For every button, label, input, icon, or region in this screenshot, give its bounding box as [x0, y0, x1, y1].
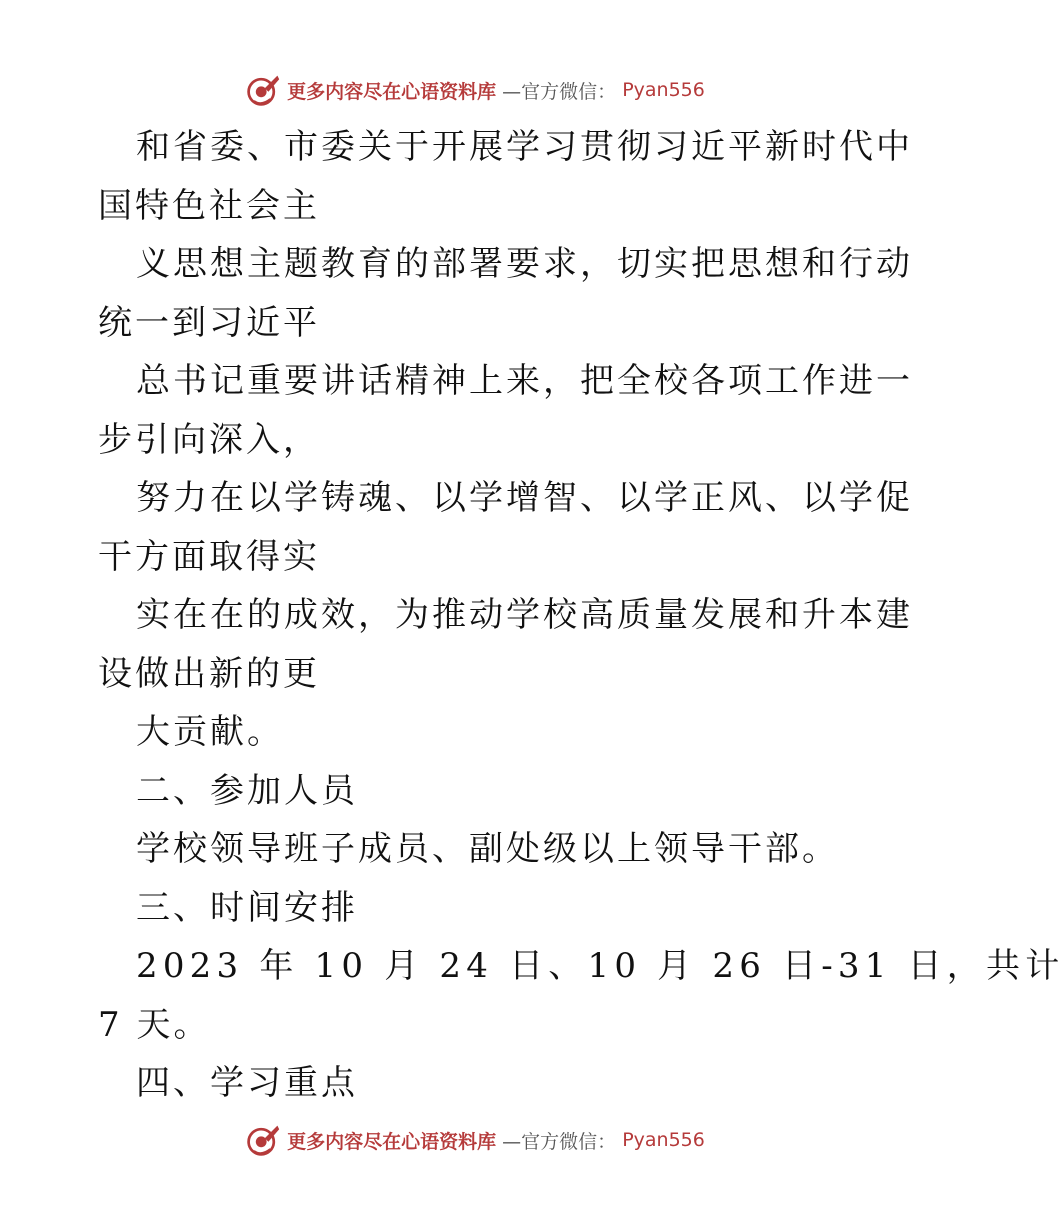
- brand-logo-icon: [245, 72, 281, 108]
- text-line: 总书记重要讲话精神上来，把全校各项工作进一: [136, 361, 913, 401]
- footer-watermark-label: —官方微信：: [502, 1130, 617, 1153]
- text-line: 和省委、市委关于开展学习贯彻习近平新时代中: [136, 127, 913, 167]
- header-watermark-label: —官方微信：: [502, 80, 617, 103]
- section-heading: 二、参加人员: [136, 770, 358, 811]
- document-body: [98, 118, 1064, 1113]
- text-line: 国特色社会主: [98, 185, 320, 226]
- text-line: 统一到习近平: [98, 302, 320, 343]
- brand-logo-icon: [245, 1122, 281, 1158]
- text-line: 大贡献。: [136, 712, 284, 752]
- header-watermark-handle: Pyan556: [622, 79, 705, 101]
- section-heading: 四、学习重点: [136, 1063, 358, 1103]
- text-line: 实在在的成效，为推动学校高质量发展和升本建: [136, 595, 913, 635]
- header-watermark-text: 更多内容尽在心语资料库: [287, 80, 497, 103]
- text-line: 努力在以学铸魂、以学增智、以学正风、以学促: [136, 478, 913, 518]
- footer-watermark-handle: Pyan556: [622, 1129, 705, 1151]
- text-line: 干方面取得实: [98, 536, 320, 577]
- text-line: 2023 年 10 月 24 日、10 月 26 日-31 日，共计: [136, 946, 1064, 986]
- footer-watermark: [0, 1120, 950, 1160]
- footer-watermark-text: 更多内容尽在心语资料库: [287, 1130, 497, 1153]
- header-watermark: [0, 70, 950, 110]
- text-line: 学校领导班子成员、副处级以上领导干部。: [136, 829, 839, 869]
- text-line: 7 天。: [98, 1004, 211, 1045]
- section-heading: 三、时间安排: [136, 887, 358, 928]
- text-line: 义思想主题教育的部署要求，切实把思想和行动: [136, 244, 913, 284]
- text-line: 步引向深入，: [98, 419, 320, 460]
- text-line: 设做出新的更: [98, 653, 320, 694]
